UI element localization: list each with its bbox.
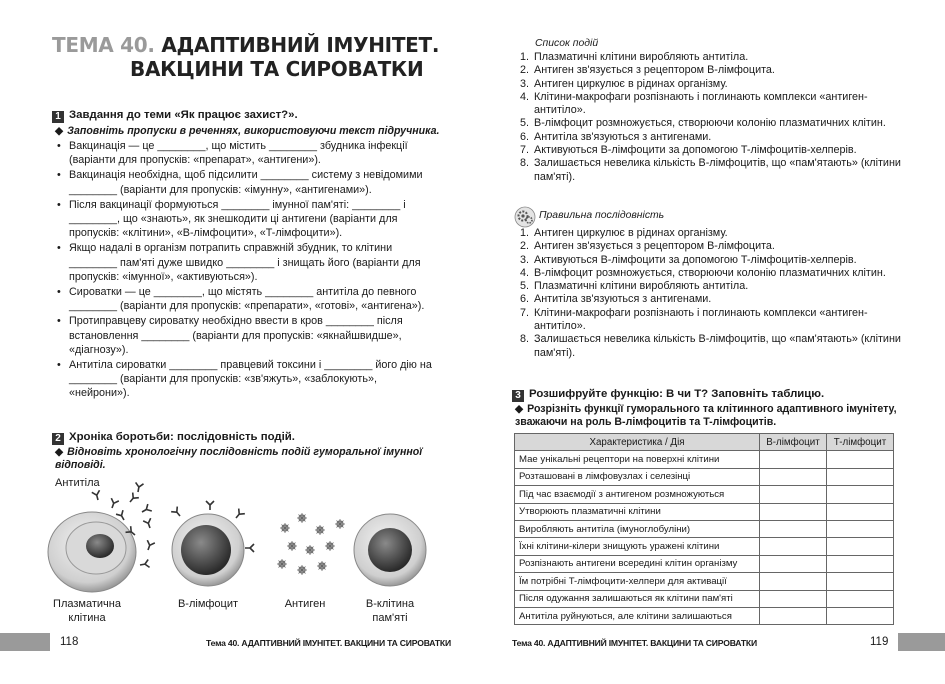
- antibodies-label: Антитіла: [55, 477, 100, 489]
- table-row: [515, 538, 894, 555]
- table-row: [515, 520, 894, 537]
- title-topic-number: ТЕМА 40.: [52, 33, 155, 57]
- list-item: 8. Залишається невелика кількість B-лімфоцитів, що «пам'ятають» (клітини пам'яті).: [520, 157, 901, 183]
- b-lymphocyte-icon: [171, 501, 254, 586]
- fill-in-list: [57, 139, 435, 402]
- b-cell-answer[interactable]: [760, 538, 827, 555]
- list-item: 2. Антиген зв'язується з рецептором B-лімфоцита.: [520, 240, 775, 253]
- title-line-1: АДАПТИВНИЙ ІМУНІТЕТ.: [161, 33, 440, 57]
- b-cell-answer[interactable]: [760, 503, 827, 520]
- task-heading-text: Розшифруйте функцію: B чи T? Заповніть таблицю.: [529, 388, 825, 400]
- cell-label-memory: [355, 597, 425, 625]
- cell-label-line: пам'яті: [372, 612, 408, 624]
- right-page: [475, 0, 945, 684]
- column-header: T-лімфоцит: [827, 434, 894, 451]
- memory-b-cell-icon: [354, 514, 426, 586]
- list-item: 7. Клітини-макрофаги розпізнають і поглинають комплекси «антиген-антитіло».: [520, 306, 868, 333]
- task-heading-text: Завдання до теми «Як працює захист?».: [69, 109, 298, 121]
- b-cell-answer[interactable]: [760, 520, 827, 537]
- task-number: 3: [512, 390, 524, 402]
- gears-icon: [514, 206, 536, 228]
- footer-bar: [898, 633, 945, 651]
- row-label: Розпізнають антигени всередині клітин організму: [515, 555, 760, 572]
- immune-cells-illustration: [40, 480, 440, 600]
- page-number: 118: [60, 636, 79, 648]
- table-row: [515, 607, 894, 624]
- row-label: Після одужання залишаються як клітини пам'яті: [515, 590, 760, 607]
- task-heading-text: Хроніка боротьби: послідовність подій.: [69, 431, 295, 443]
- t-cell-answer[interactable]: [827, 607, 894, 624]
- antigen-icon: [277, 513, 345, 575]
- b-cell-answer[interactable]: [760, 468, 827, 485]
- task-2-instruction: [55, 446, 440, 472]
- list-item: • Протиправцеву сироватку необхідно ввести в кров ________ після встановлення ________ (варіанти для пропусків: «якнайшвидше», «діагнозу»).: [57, 314, 435, 357]
- b-cell-answer[interactable]: [760, 555, 827, 572]
- list-item: 3. Активуються B-лімфоцити за допомогою T-лімфоцитів-хелперів.: [520, 253, 857, 266]
- list-item: 1. Плазматичні клітини виробляють антитіла.: [520, 51, 749, 63]
- list-item: 6. Антитіла зв'язуються з антигенами.: [520, 130, 712, 143]
- list-item: 7. Активуються B-лімфоцити за допомогою T-лімфоцитів-хелперів.: [520, 144, 857, 157]
- task-number: 1: [52, 111, 64, 123]
- t-cell-answer[interactable]: [827, 503, 894, 520]
- instruction-text: Заповніть пропуски в реченнях, використовуючи текст підручника.: [67, 125, 440, 137]
- list-item: • Якщо надалі в організм потрапить справжній збудник, то клітини ________ пам'яті дуже швидко ________ і знищать його (варіанти для пропусків: «імунної», «активуються»).: [57, 241, 435, 284]
- t-cell-answer[interactable]: [827, 486, 894, 503]
- row-label: Утворюють плазматичні клітини: [515, 503, 760, 520]
- running-footer: Тема 40. АДАПТИВНИЙ ІМУНІТЕТ. ВАКЦИНИ ТА СИРОВАТКИ: [206, 638, 451, 648]
- t-cell-answer[interactable]: [827, 520, 894, 537]
- row-label: Їм потрібні T-лімфоцити-хелпери для активації: [515, 573, 760, 590]
- correct-sequence-label: Правильна послідовність: [539, 210, 665, 221]
- cell-label-b-lymphocyte: B-лімфоцит: [177, 598, 239, 610]
- t-cell-answer[interactable]: [827, 468, 894, 485]
- diamond-bullet-icon: ◆: [55, 446, 64, 458]
- list-item: • Вакцинація — це ________, що містить ________ збудника інфекції (варіанти для пропусків: «препарат», «антигени»).: [57, 139, 435, 167]
- table-row: [515, 503, 894, 520]
- row-label: Розташовані в лімфовузлах і селезінці: [515, 468, 760, 485]
- list-item: 5. Плазматичні клітини виробляють антитіла.: [520, 280, 749, 293]
- table-header-row: [515, 434, 894, 451]
- task-1-heading: [52, 108, 298, 123]
- page-number: 119: [870, 636, 889, 648]
- title-line-2: ВАКЦИНИ ТА СИРОВАТКИ: [130, 57, 424, 81]
- list-item: • Сироватки — це ________, що містять ________ антитіла до певного ________ (варіанти для пропусків: «препарати», «готові», «антигена»).: [57, 285, 435, 313]
- events-list-label: Список подій: [535, 38, 599, 49]
- table-row: [515, 555, 894, 572]
- t-cell-answer[interactable]: [827, 451, 894, 468]
- b-cell-answer[interactable]: [760, 486, 827, 503]
- task-1-instruction: [55, 125, 440, 138]
- instruction-text: Відновіть хронологічну послідовність подій гуморальної імунної відповіді.: [55, 446, 423, 471]
- diamond-bullet-icon: ◆: [515, 403, 524, 415]
- cell-label-plasma: [50, 597, 124, 625]
- row-label: Їхні клітини-кілери знищують уражені клітини: [515, 538, 760, 555]
- table-row: [515, 486, 894, 503]
- t-cell-answer[interactable]: [827, 590, 894, 607]
- footer-bar: [0, 633, 50, 651]
- table-row: [515, 590, 894, 607]
- task-3-heading: [512, 387, 824, 402]
- page-title: [52, 33, 439, 81]
- list-item: 2. Антиген зв'язується з рецептором B-лімфоцита.: [520, 64, 775, 77]
- list-item: 1. Антиген циркулює в рідинах організму.: [520, 227, 728, 239]
- plasma-cell-icon: [48, 512, 136, 592]
- correct-sequence-list: [520, 227, 910, 360]
- diamond-bullet-icon: ◆: [55, 125, 64, 137]
- list-item: 4. B-лімфоцит розмножується, створюючи колонію плазматичних клітин.: [520, 266, 886, 279]
- b-cell-answer[interactable]: [760, 573, 827, 590]
- left-page: [0, 0, 470, 684]
- table-row: [515, 468, 894, 485]
- t-cell-answer[interactable]: [827, 538, 894, 555]
- cell-label-antigen: Антиген: [284, 598, 326, 610]
- list-item: 3. Антиген циркулює в рідинах організму.: [520, 77, 728, 90]
- b-cell-answer[interactable]: [760, 607, 827, 624]
- table-row: [515, 451, 894, 468]
- t-cell-answer[interactable]: [827, 555, 894, 572]
- list-item: 6. Антитіла зв'язуються з антигенами.: [520, 293, 712, 306]
- events-list: [520, 51, 910, 184]
- list-item: • Після вакцинації формуються ________ імунної пам'яті: ________ і ________, що «знають», як знешкодити ці антигени (варіанти для пропусків: «клітини», «B-лімфоцити», «T-лімфоцити»).: [57, 198, 435, 241]
- task-number: 2: [52, 433, 64, 445]
- t-cell-answer[interactable]: [827, 573, 894, 590]
- running-footer: Тема 40. АДАПТИВНИЙ ІМУНІТЕТ. ВАКЦИНИ ТА СИРОВАТКИ: [512, 638, 757, 648]
- list-item: • Антитіла сироватки ________ правцевий токсини і ________ його дію на ________ (варіанти для пропусків: «зв'яжуть», «заблокують», «нейрони»).: [57, 358, 435, 401]
- row-label: Антитіла руйнуються, але клітини залишаються: [515, 607, 760, 624]
- row-label: Мае унікальні рецептори на поверхні клітини: [515, 451, 760, 468]
- b-cell-answer[interactable]: [760, 451, 827, 468]
- list-item: 8. Залишається невелика кількість B-лімфоцитів, що «пам'ятають» (клітини пам'яті).: [520, 333, 901, 359]
- cell-label-line: Плазматична: [53, 598, 121, 610]
- cell-label-line: B-клітина: [365, 598, 415, 610]
- list-item: 5. B-лімфоцит розмножується, створюючи колонію плазматичних клітин.: [520, 117, 886, 130]
- row-label: Під час взаємодії з антигеном розмножуються: [515, 486, 760, 503]
- instruction-text: Розрізніть функції гуморального та клітинного адаптивного імунітету, зважаючи на роль B-лімфоцитів та T-лімфоцитів.: [515, 403, 897, 428]
- list-item: 4. Клітини-макрофаги розпізнають і поглинають комплекси «антиген-антитіло».: [520, 90, 868, 117]
- function-table: [514, 433, 894, 625]
- table-row: [515, 573, 894, 590]
- column-header: B-лімфоцит: [760, 434, 827, 451]
- list-item: • Вакцинація необхідна, щоб підсилити ________ систему з невідомими ________ (варіанти для пропусків: «імунну», «антигенами»).: [57, 168, 435, 196]
- task-2-heading: [52, 430, 295, 445]
- column-header: Характеристика / Дія: [515, 434, 760, 451]
- b-cell-answer[interactable]: [760, 590, 827, 607]
- row-label: Виробляють антитіла (імуноглобуліни): [515, 520, 760, 537]
- cell-label-line: клітина: [68, 612, 106, 624]
- task-3-instruction: [515, 403, 905, 429]
